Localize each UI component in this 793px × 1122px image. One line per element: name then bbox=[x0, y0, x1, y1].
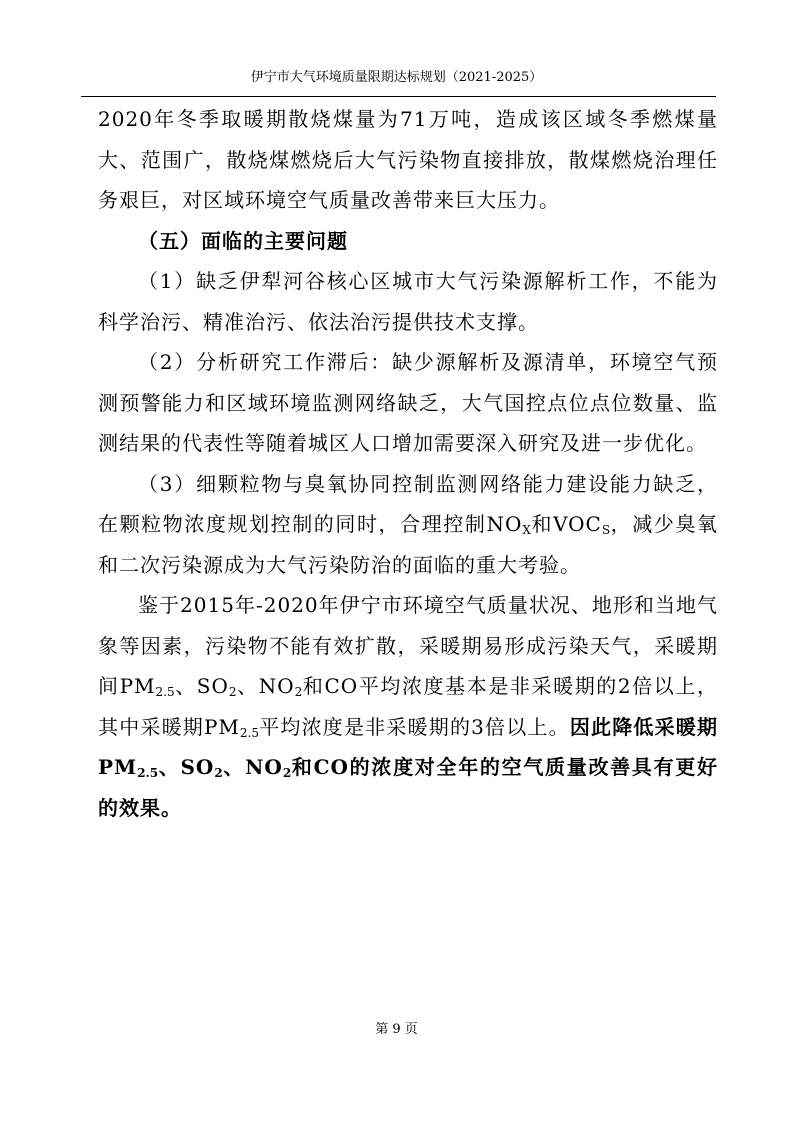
no2-subscript: 2 bbox=[294, 685, 303, 699]
issue-3-text-c: ，减少臭氧和二次污染源成为大气污染防治的面临的重大考验。 bbox=[98, 512, 718, 577]
conclusion-text-c: 、NO bbox=[236, 674, 295, 698]
page-footer bbox=[0, 1022, 793, 1038]
vocs-subscript: S bbox=[601, 523, 611, 537]
issue-3-text-b: 和VOC bbox=[530, 512, 602, 536]
conclusion-text-d: 和CO平均浓度基本是非采暖期的2倍以上，其中采暖期PM bbox=[98, 674, 718, 739]
header-title: 伊宁市大气环境质量限期达标规划（2021-2025） bbox=[250, 70, 543, 85]
nox-subscript: X bbox=[522, 523, 531, 537]
conclusion-text-b: 、SO bbox=[174, 674, 229, 698]
paragraph-issue-1: （1）缺乏伊犁河谷核心区城市大气污染源解析工作，不能为科学治污、精准治污、依法治污提供技术支撑。 bbox=[98, 269, 718, 334]
paragraph-issue-2: （2）分析研究工作滞后：缺少源解析及源清单，环境空气预测预警能力和区域环境监测网络缺乏，大气国控点位点位数量、监测结果的代表性等随着城区人口增加需要深入研究及进一步优化。 bbox=[98, 350, 718, 455]
issue-3-text-a: （3）细颗粒物与臭氧协同控制监测网络能力建设能力缺乏，在颗粒物浓度规划控制的同时，合理控制NO bbox=[98, 471, 718, 536]
emphasis-text-c: 、NO bbox=[222, 755, 283, 779]
paragraph-issue-3 bbox=[98, 464, 718, 586]
so2-subscript: 2 bbox=[228, 685, 237, 699]
page-header bbox=[0, 70, 793, 86]
header-divider bbox=[81, 96, 716, 97]
document-body bbox=[98, 99, 718, 828]
conclusion-text-a: 鉴于2015年-2020年伊宁市环境空气质量状况、地形和当地气象等因素，污染物不能有效扩散，采暖期易形成污染天气，采暖期间PM bbox=[98, 593, 718, 698]
section-heading: （五）面临的主要问题 bbox=[138, 228, 348, 253]
paragraph-conclusion bbox=[98, 585, 718, 828]
so2-subscript: 2 bbox=[214, 766, 223, 780]
emphasis-text-a: 因此降低采暖期PM bbox=[98, 714, 718, 779]
emphasis-text-d: 和CO的浓度对全年的空气质量改善具有更好的效果。 bbox=[98, 755, 718, 820]
emphasis-text-b: 、SO bbox=[158, 755, 215, 779]
pm25-subscript: 2.5 bbox=[239, 725, 259, 740]
pm25-subscript: 2.5 bbox=[137, 766, 159, 780]
paragraph-coal-burning: 2020年冬季取暖期散烧煤量为71万吨，造成该区域冬季燃煤量大、范围广，散烧煤燃烧后大气污染物直接排放，散煤燃烧治理任务艰巨，对区域环境空气质量改善带来巨大压力。 bbox=[98, 107, 718, 212]
pm25-subscript: 2.5 bbox=[155, 685, 175, 699]
page-number: 第 9 页 bbox=[375, 1022, 418, 1037]
conclusion-text-e: 平均浓度是非采暖期的3倍以上。 bbox=[259, 714, 570, 739]
no2-subscript: 2 bbox=[282, 766, 292, 780]
